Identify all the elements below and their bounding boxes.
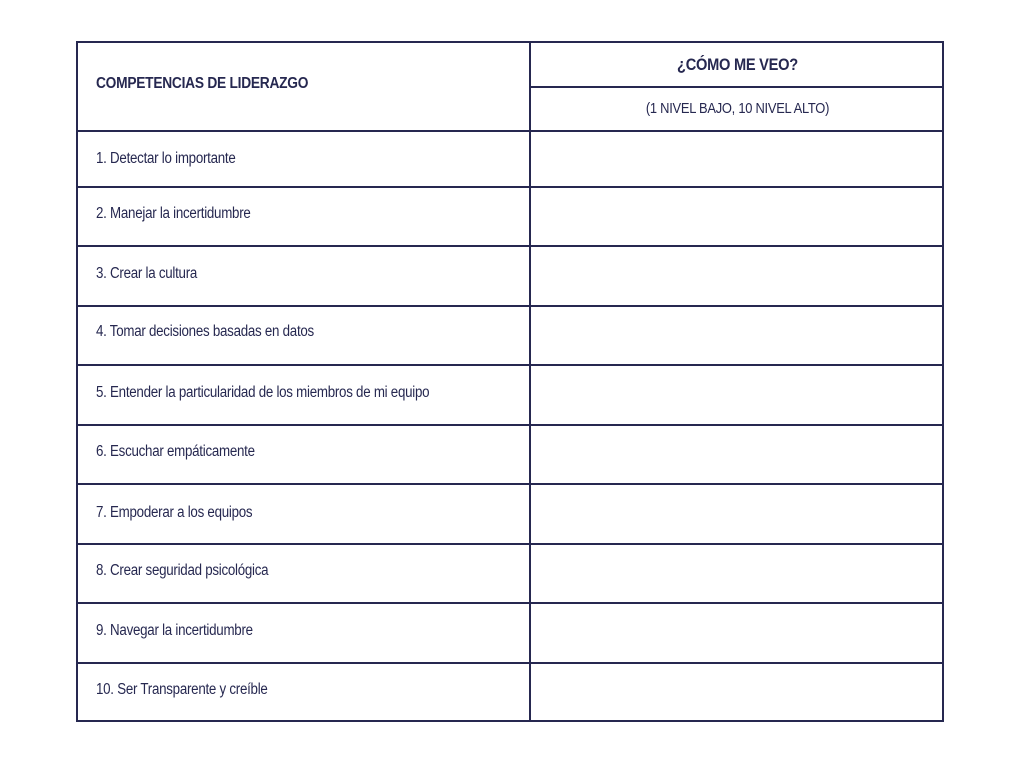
self-view-header: ¿CÓMO ME VEO?	[677, 55, 798, 74]
rating-cell-9[interactable]	[531, 604, 944, 662]
rating-cell-7[interactable]	[531, 485, 944, 543]
rating-cell-5[interactable]	[531, 366, 944, 424]
competency-label-8: 8. Crear seguridad psicológica	[96, 562, 269, 579]
competency-label-6: 6. Escuchar empáticamente	[96, 443, 255, 460]
leadership-competencies-table	[76, 41, 944, 722]
header-divider	[530, 86, 944, 88]
rating-cell-2[interactable]	[531, 188, 944, 245]
rating-cell-8[interactable]	[531, 545, 944, 602]
scale-note: (1 NIVEL BAJO, 10 NIVEL ALTO)	[645, 100, 830, 117]
rating-cell-6[interactable]	[531, 426, 944, 483]
competency-label-4: 4. Tomar decisiones basadas en datos	[96, 323, 314, 340]
rating-cell-3[interactable]	[531, 247, 944, 305]
competency-label-3: 3. Crear la cultura	[96, 265, 198, 282]
competency-label-9: 9. Navegar la incertidumbre	[96, 622, 253, 639]
competency-label-2: 2. Manejar la incertidumbre	[96, 205, 251, 222]
competency-label-1: 1. Detectar lo importante	[96, 150, 236, 167]
rating-cell-1[interactable]	[531, 132, 944, 186]
rating-cell-4[interactable]	[531, 307, 944, 364]
rating-cell-10[interactable]	[531, 664, 944, 722]
competency-label-10: 10. Ser Transparente y creíble	[96, 681, 268, 698]
competency-label-5: 5. Entender la particularidad de los miembros de mi equipo	[96, 384, 430, 401]
competencies-header: COMPETENCIAS DE LIDERAZGO	[96, 75, 309, 92]
table-grid	[78, 43, 942, 720]
competency-label-7: 7. Empoderar a los equipos	[96, 504, 253, 521]
